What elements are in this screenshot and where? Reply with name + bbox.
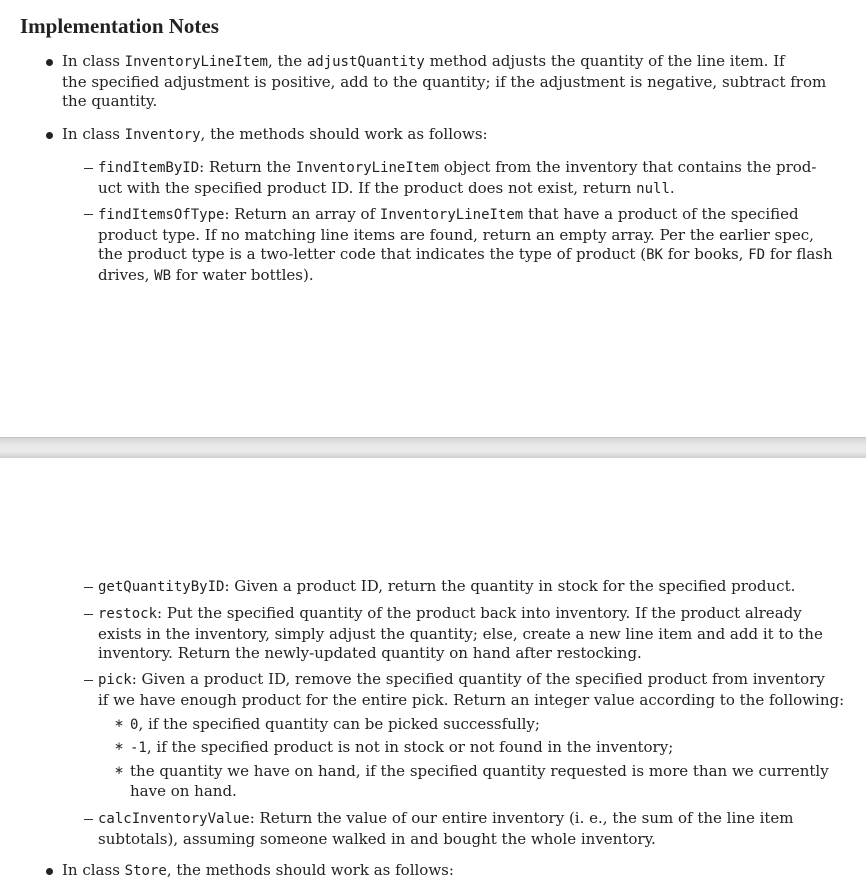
code-method-name: restock — [98, 606, 158, 622]
text: , if the specified quantity can be picked successfully; — [138, 715, 540, 733]
bullet-marker — [46, 868, 53, 875]
text: In class — [62, 125, 125, 143]
text-line: have on hand. — [130, 781, 237, 800]
page-separator — [0, 437, 866, 459]
pick-result-success — [130, 715, 540, 736]
text: for water bottles). — [171, 265, 314, 284]
code-method-name: findItemByID — [98, 160, 200, 176]
document-page-1 — [0, 0, 866, 437]
text: , if the specified product is not in stock or not found in the inventory; — [146, 738, 674, 756]
pick-result-insufficient — [130, 762, 829, 801]
text: , the — [267, 52, 307, 70]
bullet-marker — [46, 132, 53, 139]
text: In class — [62, 861, 125, 879]
dash-marker — [84, 587, 93, 588]
bullet-item-store — [62, 861, 454, 882]
text-line: the quantity we have on hand, if the specified quantity requested is more than we currently — [130, 762, 829, 780]
text: , the methods should work as follows: — [166, 861, 454, 879]
subitem-restock — [98, 604, 823, 664]
star-marker: ∗ — [114, 739, 125, 753]
text: that have a product of the specified — [523, 205, 799, 223]
section-heading: Implementation Notes — [20, 14, 219, 38]
dash-marker — [84, 680, 93, 681]
text: : Given a product ID, remove the specified quantity of the specified product from inventory — [131, 670, 825, 688]
text-line: if we have enough product for the entire pick. Return an integer value according to the following: — [98, 690, 845, 709]
subitem-find-item-by-id — [98, 158, 816, 199]
bullet-item-inventory — [62, 125, 488, 146]
star-marker: ∗ — [114, 763, 125, 777]
subitem-get-quantity-by-id — [98, 577, 795, 598]
text: method adjusts the quantity of the line item. If — [424, 52, 785, 70]
text: for flash — [765, 245, 833, 263]
subitem-calc-inventory-value — [98, 809, 794, 849]
code-class-name: InventoryLineItem — [124, 54, 268, 70]
code-literal: BK — [646, 247, 663, 263]
text: : Return an array of — [224, 205, 380, 223]
subitem-pick — [98, 670, 844, 710]
text-line: the quantity. — [62, 92, 158, 110]
text: uct with the specified product ID. If the product does not exist, return — [98, 178, 637, 197]
text: : Return the value of our entire inventory (i. e., the sum of the line item — [249, 809, 794, 827]
text-line: the specified adjustment is positive, add to the quantity; if the adjustment is negative, subtract from — [62, 72, 827, 91]
subitem-find-items-of-type — [98, 205, 833, 286]
bullet-item-adjust-quantity — [62, 52, 826, 112]
text: drives, — [98, 265, 155, 284]
code-class-name: InventoryLineItem — [295, 160, 440, 176]
bullet-marker — [46, 59, 53, 66]
code-class-name: Store — [124, 863, 167, 879]
star-marker: ∗ — [114, 716, 125, 730]
code-method-name: findItemsOfType — [98, 207, 225, 223]
dash-marker — [84, 819, 93, 820]
text: the product type is a two-letter code that indicates the type of product ( — [98, 245, 647, 263]
text-line: subtotals), assuming someone walked in and bought the whole inventory. — [98, 829, 656, 848]
code-literal: -1 — [130, 740, 147, 756]
code-literal: FD — [748, 247, 766, 263]
text-line: exists in the inventory, simply adjust the quantity; else, create a new line item and add it to the — [98, 624, 823, 643]
code-literal: null — [636, 180, 670, 197]
text: , the methods should work as follows: — [200, 125, 488, 143]
text-line: inventory. Return the newly-updated quantity on hand after restocking. — [98, 644, 642, 662]
text: for books, — [662, 245, 749, 263]
code-method-name: pick — [98, 672, 132, 688]
document-page-2 — [0, 458, 866, 893]
text: object from the inventory that contains the prod- — [439, 158, 817, 176]
text: : Given a product ID, return the quantity in stock for the specified product. — [224, 577, 796, 595]
text: . — [669, 178, 675, 197]
dash-marker — [84, 168, 93, 169]
code-method-name: getQuantityByID — [98, 579, 225, 595]
code-class-name: InventoryLineItem — [379, 207, 524, 223]
text: In class — [62, 52, 125, 70]
code-method-name: calcInventoryValue — [98, 811, 250, 827]
dash-marker — [84, 214, 93, 215]
code-method-name: adjustQuantity — [306, 54, 425, 70]
code-literal: 0 — [130, 717, 139, 733]
dash-marker — [84, 614, 93, 615]
text: : Put the specified quantity of the product back into inventory. If the product already — [157, 604, 802, 622]
code-class-name: Inventory — [124, 127, 201, 143]
pick-result-not-found — [130, 738, 673, 759]
code-literal: WB — [154, 267, 172, 284]
text-line: product type. If no matching line items are found, return an empty array. Per the earlier spec, — [98, 225, 814, 244]
text: : Return the — [199, 158, 296, 176]
